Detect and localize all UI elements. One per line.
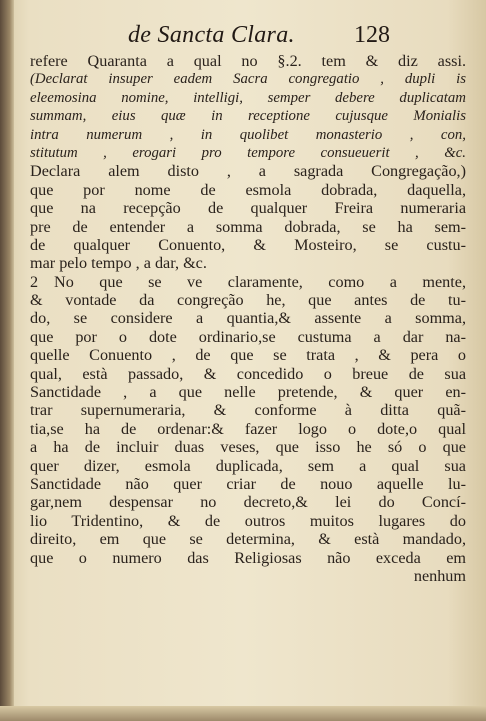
paragraph-number: 2 — [30, 272, 39, 291]
text-line — [30, 383, 466, 401]
text-line — [30, 273, 466, 291]
text-line — [30, 89, 466, 107]
page-number: 128 — [354, 22, 390, 48]
text-line — [30, 199, 466, 217]
line-text: trar supernumeraria, & conforme à ditta quã- — [30, 401, 466, 420]
line-text: direito, em que se determina, & està mandado, — [30, 530, 466, 549]
text-line — [30, 52, 466, 70]
page-bottom-edge — [0, 706, 486, 721]
text-line — [30, 144, 466, 162]
line-text: & vontade da congreção he, que antes de tu- — [30, 291, 466, 310]
text-line — [30, 328, 466, 346]
text-line — [30, 181, 466, 199]
line-text: que o numero das Religiosas não exceda em — [30, 548, 466, 567]
line-text: tia,se ha de ordenar:& fazer logo o dote,o qual — [30, 419, 466, 438]
line-text: gar,nem despensar no decreto,& lei do Concí- — [30, 493, 466, 512]
line-text: eleemosina nomine, intelligi, semper debere duplicatam — [30, 89, 466, 106]
line-text: quer dizer, esmola duplicada, sem a qual sua — [30, 456, 466, 475]
text-line — [30, 309, 466, 327]
page-gutter-shadow — [0, 0, 14, 721]
text-line — [30, 107, 466, 125]
text-line — [30, 475, 466, 493]
text-line — [30, 493, 466, 511]
line-text: que na recepção de qualquer Freira numeraria — [30, 199, 466, 218]
line-text: Sanctidade , a que nelle pretende, & quer en- — [30, 383, 466, 402]
line-text: refere Quaranta a qual no §.2. tem & diz assi. — [30, 52, 466, 70]
line-text: que por o dote ordinario,se custuma a dar na- — [30, 327, 466, 346]
text-line — [30, 365, 466, 383]
line-text: No que se ve claramente, como a mente, — [54, 272, 466, 291]
line-text: que por nome de esmola dobrada, daquella, — [30, 180, 466, 199]
text-line — [30, 512, 466, 530]
line-text: de qualquer Conuento, & Mosteiro, se custu- — [30, 235, 466, 254]
line-text: summam, eius quæ in receptione cujusque Monialis — [30, 108, 466, 125]
text-line — [30, 126, 466, 144]
line-text: stitutum , erogari pro tempore consueuerit , &c. — [30, 144, 466, 161]
text-line — [30, 346, 466, 364]
line-text: nenhum — [413, 566, 466, 585]
line-text: pre de entender a somma dobrada, se ha sem- — [30, 217, 466, 236]
text-line — [30, 530, 466, 548]
line-text: (Declarat insuper eadem Sacra congregatio , dupli is — [30, 71, 466, 88]
text-line — [30, 291, 466, 309]
text-line — [30, 236, 466, 254]
text-line — [30, 549, 466, 567]
line-text: a ha de incluir duas veses, que isso he só o que — [30, 438, 466, 457]
line-text: qual, està passado, & concedido o breue de sua — [30, 364, 466, 383]
line-text: Declara alem disto , a sagrada Congregação,) — [30, 162, 466, 181]
text-line — [30, 70, 466, 88]
text-line — [30, 438, 466, 456]
line-text: lio Tridentino, & de outros muitos lugares do — [30, 511, 466, 530]
line-text: quelle Conuento , de que se trata , & pera o — [30, 346, 466, 365]
text-line — [30, 401, 466, 419]
text-line — [30, 162, 466, 180]
line-text: Sanctidade não quer criar de nouo aquelle lu- — [30, 474, 466, 493]
catchword — [30, 567, 466, 585]
text-line — [30, 420, 466, 438]
line-text: intra numerum , in quolibet monasterio , con, — [30, 126, 466, 143]
body-text — [30, 52, 466, 585]
text-line — [30, 218, 466, 236]
running-head: de Sancta Clara. — [128, 22, 295, 48]
text-line — [30, 254, 466, 272]
text-line — [30, 457, 466, 475]
page-header — [0, 20, 486, 50]
line-text: do, se considere a quantia,& assente a somma, — [30, 309, 466, 328]
line-text: mar pelo tempo , a dar, &c. — [30, 254, 207, 273]
